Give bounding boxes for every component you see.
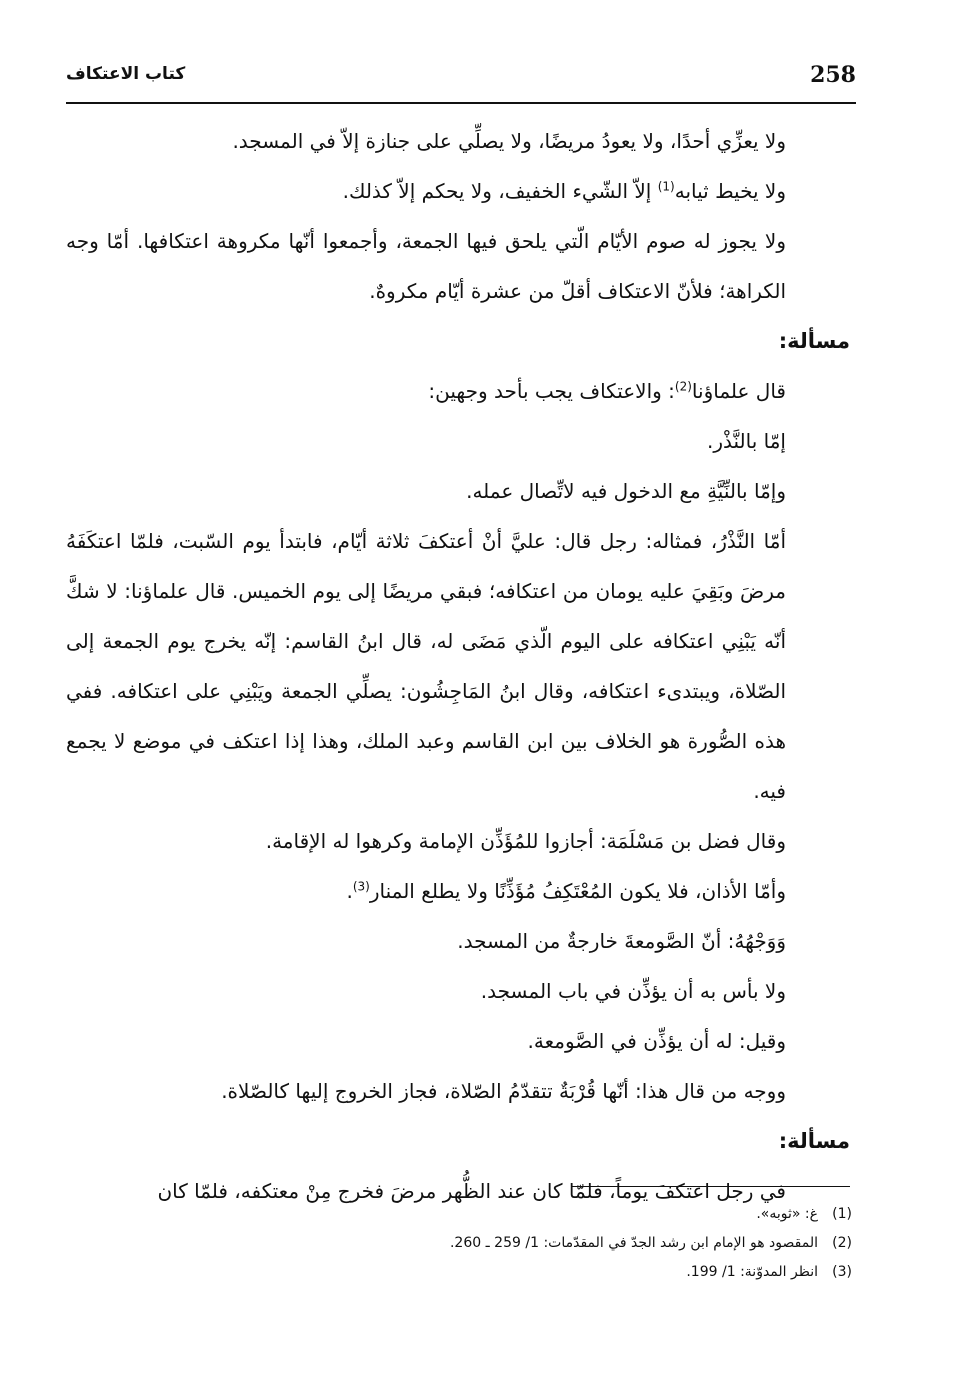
footnote-number: (2) xyxy=(832,1235,852,1251)
paragraph-text: قال علماؤنا xyxy=(691,379,786,403)
footnote-number: (3) xyxy=(832,1264,852,1280)
paragraph: وقال فضل بن مَسْلَمَة: أجازوا للمُؤَذِّن الإمامة وكرهوا له الإقامة. xyxy=(265,829,786,853)
paragraph: ولا يجوز له صوم الأيّام الّتي يلحق فيها الجمعة، وأجمعوا أنّها مكروهة اعتكافها. أمّا وجه الكراهة؛ فلأنّ الاعتكاف أقلّ من عشرة أيّام مكروهٌ. xyxy=(66,229,786,303)
paragraph: أمّا النَّذْرُ، فمثاله: رجل قال: عليَّ أنْ أعتكفَ ثلاثة أيّام، فابتدأ يوم السّبت، فلمّا اعتكَفَهُ مرضَ وبَقِيَ عليه يومان من اعتكافه؛ فبقي مريضًا إلى يوم الخميس. قال علماؤنا: لا شكَّ أنّه يَبْنِي اعتكافه على اليوم الّذي مَضَى له، قال ابنُ القاسم: إنّه يخرج يوم الجمعة إلى الصّلاة، ويبتدىء اعتكافه، وقال ابنُ المَاجِشُون: يصلِّي الجمعة ويَبْنِي على اعتكافه. ففي هذه الصُّورة هو الخلاف بين ابن القاسم وعبد الملك، وهذا إذا اعتكف في موضع لا يجمع فيه. xyxy=(66,529,786,803)
footnote-ref[interactable]: (3) xyxy=(352,879,370,894)
section-heading: مسألة: xyxy=(778,1129,850,1153)
footnote xyxy=(200,1200,852,1229)
paragraph xyxy=(66,366,850,416)
page-number: 258 xyxy=(810,62,856,88)
paragraph: ولا بأس به أن يؤذِّن في باب المسجد. xyxy=(480,979,786,1003)
header-divider xyxy=(66,102,856,104)
paragraph: وإمّا بالنِّيَّةِ مع الدخول فيه لاتِّصال عمله. xyxy=(466,479,786,503)
footnote-ref[interactable]: (2) xyxy=(674,379,692,394)
footnote-text: انظر المدوّنة: 1/ 199. xyxy=(686,1264,818,1280)
paragraph: ووجه من قال هذا: أنّها قُرْبَةٌ تتقدّمُ الصّلاة، فجاز الخروج إليها كالصّلاة. xyxy=(221,1079,786,1103)
footnotes xyxy=(200,1200,852,1287)
footnote xyxy=(200,1229,852,1258)
paragraph-text: . xyxy=(346,879,353,903)
paragraph-text: ولا يخيط ثيابه xyxy=(674,179,786,203)
paragraph: إمّا بالنَّذْر. xyxy=(706,429,786,453)
paragraph: وقيل: له أن يؤذِّن في الصَّومعة. xyxy=(527,1029,786,1053)
section-heading: مسألة: xyxy=(778,329,850,353)
paragraph-text: : والاعتكاف يجب بأحد وجهين: xyxy=(428,379,675,403)
footnote-text: غ: «ثوبه». xyxy=(756,1206,818,1222)
paragraph xyxy=(66,166,850,216)
main-text xyxy=(66,116,850,1216)
paragraph: ولا يعزِّي أحدًا، ولا يعودُ مريضًا، ولا يصلِّي على جنازة إلاّ في المسجد. xyxy=(232,129,786,153)
footnote-divider xyxy=(572,1186,850,1187)
paragraph-text: إلاّ الشّيء الخفيف، ولا يحكم إلاّ كذلك. xyxy=(342,179,658,203)
paragraph: في رجل اعتكفَ يوماً، فلمّا كان عند الظُّهر مرضَ فخرج مِنْ معتكفه، فلمّا كان xyxy=(157,1179,786,1203)
running-title: كتاب الاعتكاف xyxy=(66,64,186,84)
footnote-number: (1) xyxy=(832,1206,852,1222)
paragraph-text: وأمّا الأذان، فلا يكون المُعْتَكِفُ مُؤَذِّنًا ولا يطلع المنار xyxy=(369,879,786,903)
footnote xyxy=(200,1258,852,1287)
paragraph: وَوَجْهُهُ: أنّ الصَّومعةَ خارجةٌ من المسجد. xyxy=(457,929,786,953)
footnote-text: المقصود هو الإمام ابن رشد الجدّ في المقدّمات: 1/ 259 ـ 260. xyxy=(449,1235,818,1251)
footnote-ref[interactable]: (1) xyxy=(657,179,675,194)
page-header xyxy=(66,62,856,102)
paragraph xyxy=(66,866,850,916)
